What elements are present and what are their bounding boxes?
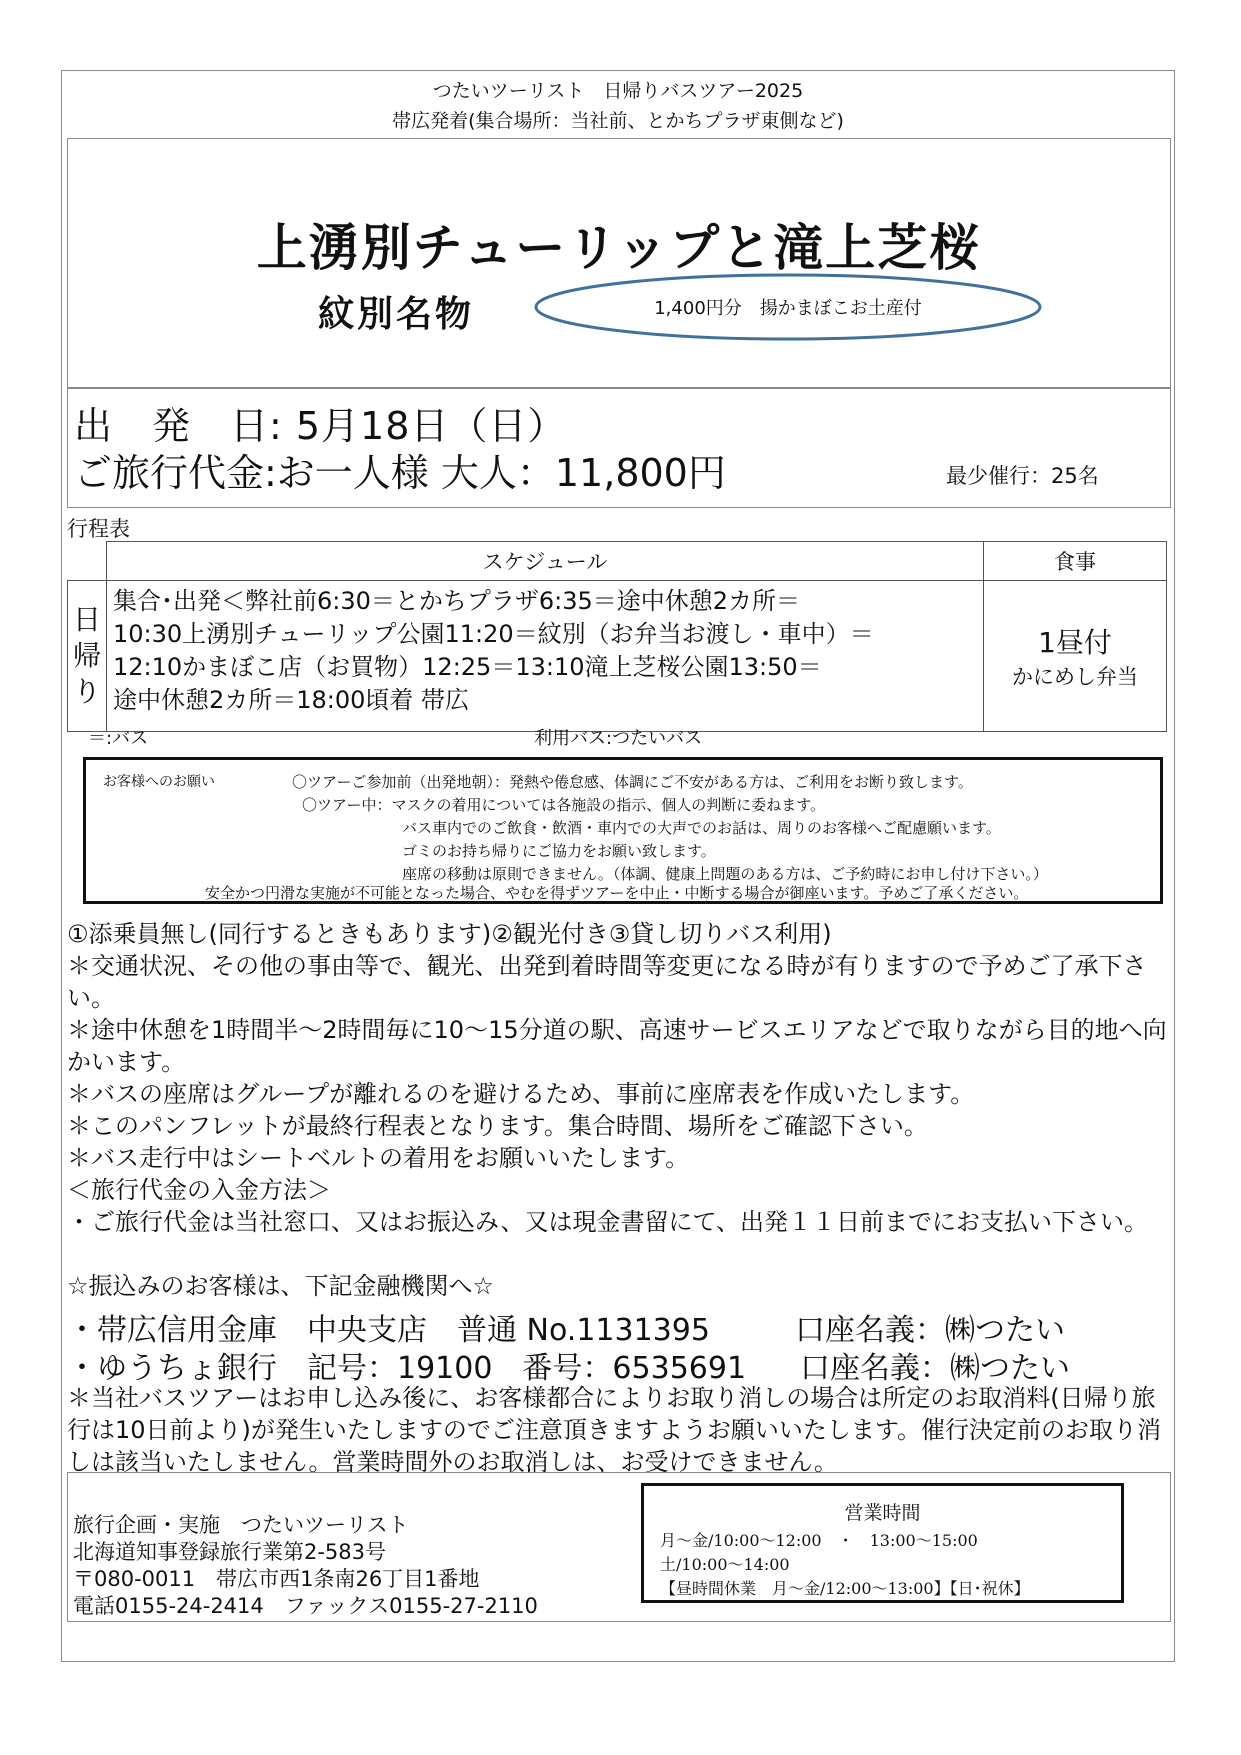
itinerary-label: 行程表: [67, 517, 130, 541]
cancellation-notice: ＊当社バスツアーはお申し込み後に、お客様都合によりお取り消しの場合は所定のお取消料(日帰り旅行は10日前より)が発生いたしますのでご注意頂きますようお願いいたします。催行決定前のお取り消しは該当いたしません。営業時間外のお取消しは、お受けできません。: [67, 1384, 1161, 1476]
transport-legend: ＝:バス: [88, 728, 149, 749]
notice-line: 〇ツアーご参加前（出発地朝）：発熱や倦怠感、体調にご不安がある方は、ご利用をお断り致します。: [292, 773, 973, 791]
company-name: 旅行企画・実施 つたいツーリスト: [73, 1513, 409, 1537]
hours-saturday: 土/10:00～14:00: [660, 1555, 790, 1574]
meal-cell: [984, 581, 1167, 732]
condition-line: ①添乗員無し(同行するときもあります)②観光付き③貸し切りバス利用): [67, 920, 832, 948]
meal-header: 食事: [984, 542, 1167, 581]
route-line: 途中休憩2カ所＝18:00頃着 帯広: [113, 686, 470, 714]
route-line: 集合･出発＜弊社前6:30＝とかちプラザ6:35＝途中休憩2カ所＝: [113, 587, 801, 615]
departure-date: 出 発 日: 5月18日（日）: [74, 404, 567, 448]
bank-account-1: ・帯広信用金庫 中央支店 普通 No.1131395: [67, 1313, 710, 1348]
business-hours-title: 営業時間: [844, 1502, 921, 1524]
sub-title: 紋別名物: [318, 294, 475, 335]
schedule-header: スケジュール: [107, 542, 984, 581]
condition-line: ＊途中休憩を1時間半～2時間毎に10～15分道の駅、高速サービスエリアなどで取りながら目的地へ向かいます。: [67, 1016, 1167, 1076]
hours-note: 【昼時間休業 月～金/12:00～13:00】【日･祝休】: [660, 1579, 1030, 1598]
notice-heading: お客様へのお願い: [103, 774, 215, 790]
tour-price: ご旅行代金:お一人様 大人：11,800円: [74, 451, 726, 495]
schedule-corner-cell: [68, 542, 107, 581]
meal-detail: かにめし弁当: [1012, 665, 1138, 689]
notice-line: バス車内でのご飲食・飲酒・車内での大声でのお話は、周りのお客様へご配慮願います。: [402, 819, 1001, 837]
notice-line: 〇ツアー中：マスクの着用については各施設の指示、個人の判断に委ねます。: [302, 796, 826, 814]
bank-holder-1: 口座名義：㈱つたい: [795, 1313, 1065, 1348]
day-trip-text: 日帰り: [72, 603, 101, 708]
route-line: 12:10かまぼこ店（お買物）12:25＝13:10滝上芝桜公園13:50＝: [113, 653, 822, 681]
condition-line: ＊バス走行中はシートベルトの着用をお願いいたします。: [67, 1144, 690, 1172]
condition-line: ＊このパンフレットが最終行程表となります。集合時間、場所をご確認下さい。: [67, 1112, 928, 1140]
hours-weekday: 月～金/10:00～12:00 ・ 13:00～15:00: [660, 1531, 978, 1550]
company-address: 〒080-0011 帯広市西1条南26丁目1番地: [73, 1567, 480, 1591]
notice-line: ゴミのお持ち帰りにご協力をお願い致します。: [402, 842, 716, 860]
meal-main: 1昼付: [1038, 626, 1112, 659]
bank-account-2: ・ゆうちょ銀行 記号：19100 番号：6535691: [67, 1351, 747, 1386]
route-cell: [107, 581, 984, 732]
header-line-1: つたいツーリスト 日帰りバスツアー2025: [432, 80, 804, 102]
bus-company: 利用バス:つたいバス: [534, 728, 703, 749]
schedule-table: [67, 541, 1167, 732]
bank-holder-2: 口座名義：㈱つたい: [800, 1351, 1070, 1386]
condition-line: ＊バスの座席はグループが離れるのを避けるため、事前に座席表を作成いたします。: [67, 1080, 975, 1108]
registration-number: 北海道知事登録旅行業第2-583号: [73, 1540, 387, 1564]
main-title: 上湧別チューリップと滝上芝桜: [256, 219, 982, 277]
day-trip-label: [68, 581, 107, 732]
minimum-participants: 最少催行：25名: [946, 464, 1099, 488]
notice-line: 座席の移動は原則できません。（体調、健康上問題のある方は、ご予約時にお申し付け下さい。）: [402, 865, 1048, 883]
payment-line: ・ご旅行代金は当社窓口、又はお振込み、又は現金書留にて、出発１１日前までにお支払い下さい。: [67, 1208, 1148, 1236]
condition-line: ＊交通状況、その他の事由等で、観光、出発到着時間等変更になる時が有りますので予めご了承下さい。: [67, 952, 1147, 1012]
transfer-heading: ☆振込みのお客様は、下記金融機関へ☆: [67, 1272, 495, 1300]
route-line: 10:30上湧別チューリップ公園11:20＝紋別（お弁当お渡し・車中）＝: [113, 620, 874, 648]
notice-line: 安全かつ円滑な実施が不可能となった場合、やむを得ずツアーを中止・中断する場合が御座います。予めご了承ください。: [205, 884, 1029, 902]
header-line-2: 帯広発着(集合場所：当社前、とかちプラザ東側など): [392, 110, 844, 132]
payment-heading: ＜旅行代金の入金方法＞: [67, 1176, 331, 1204]
company-phone: 電話0155-24-2414 ファックス0155-27-2110: [73, 1594, 538, 1618]
souvenir-text: 1,400円分 揚かまぼこお土産付: [654, 298, 922, 319]
